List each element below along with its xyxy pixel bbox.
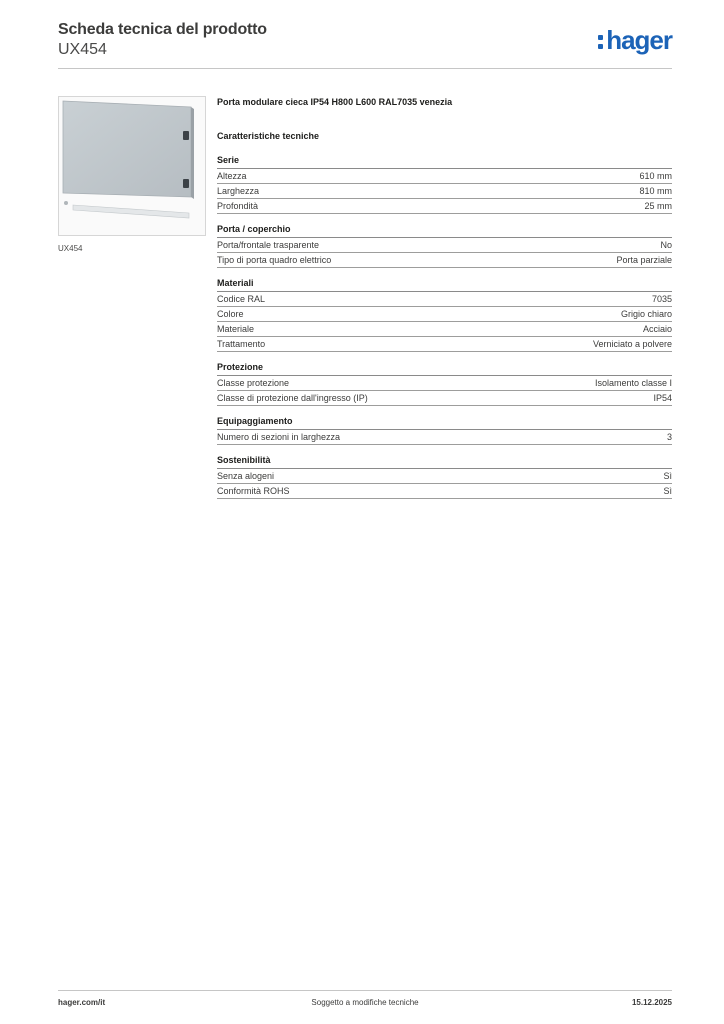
product-name: Porta modulare cieca IP54 H800 L600 RAL7035 venezia xyxy=(217,97,453,107)
spec-label: Senza alogeni xyxy=(217,471,275,481)
spec-row xyxy=(217,376,672,391)
spec-label: Classe di protezione dall'ingresso (IP) xyxy=(217,393,368,403)
spec-row xyxy=(217,322,672,337)
website-link[interactable]: hager.com/it xyxy=(58,998,106,1007)
group-title: Equipaggiamento xyxy=(217,415,672,430)
spec-row xyxy=(217,430,672,445)
spec-value: Porta parziale xyxy=(616,255,672,265)
group-title: Porta / coperchio xyxy=(217,223,672,238)
logo-text: hager xyxy=(606,25,672,55)
spec-row xyxy=(217,253,672,268)
header-divider xyxy=(58,68,672,69)
document-title: Scheda tecnica del prodotto xyxy=(58,21,267,38)
image-caption: UX454 xyxy=(58,244,83,253)
spec-row xyxy=(217,292,672,307)
spec-value: Sì xyxy=(663,471,672,481)
spec-value: IP54 xyxy=(653,393,672,403)
spec-row xyxy=(217,469,672,484)
group-title: Protezione xyxy=(217,361,672,376)
spec-row xyxy=(217,169,672,184)
spec-value: 25 mm xyxy=(644,201,672,211)
group-materiali xyxy=(217,277,672,352)
spec-value: Isolamento classe I xyxy=(594,378,672,388)
spec-value: Grigio chiaro xyxy=(620,309,672,319)
group-equipaggiamento xyxy=(217,415,672,445)
group-title: Materiali xyxy=(217,277,672,292)
spec-row xyxy=(217,307,672,322)
spec-label: Conformità ROHS xyxy=(217,486,290,496)
spec-label: Trattamento xyxy=(217,339,266,349)
group-protezione xyxy=(217,361,672,406)
hager-logo[interactable] xyxy=(598,26,672,54)
spec-label: Numero di sezioni in larghezza xyxy=(217,432,341,442)
spec-label: Larghezza xyxy=(217,186,260,196)
spec-row xyxy=(217,391,672,406)
group-serie xyxy=(217,154,672,214)
spec-label: Classe protezione xyxy=(217,378,290,388)
spec-label: Profondità xyxy=(217,201,259,211)
spec-value: 7035 xyxy=(651,294,672,304)
spec-value: 610 mm xyxy=(639,171,672,181)
specifications xyxy=(217,96,672,508)
spec-value: Sì xyxy=(663,486,672,496)
spec-row xyxy=(217,184,672,199)
footer-note: Soggetto a modifiche tecniche xyxy=(311,998,419,1007)
footer-divider xyxy=(58,990,672,991)
spec-value: Verniciato a polvere xyxy=(592,339,672,349)
group-title: Serie xyxy=(217,154,672,169)
door-panel-illustration xyxy=(59,97,205,235)
section-title: Caratteristiche tecniche xyxy=(217,131,320,141)
group-sostenibilita xyxy=(217,454,672,499)
page-header xyxy=(58,20,672,59)
spec-row xyxy=(217,199,672,214)
spec-value: Acciaio xyxy=(642,324,672,334)
product-code: UX454 xyxy=(58,41,107,58)
spec-label: Tipo di porta quadro elettrico xyxy=(217,255,332,265)
spec-value: 810 mm xyxy=(639,186,672,196)
spec-row xyxy=(217,238,672,253)
spec-label: Materiale xyxy=(217,324,255,334)
spec-label: Codice RAL xyxy=(217,294,266,304)
spec-row xyxy=(217,484,672,499)
product-image xyxy=(58,96,206,236)
group-porta-coperchio xyxy=(217,223,672,268)
spec-value: 3 xyxy=(666,432,672,442)
logo-colon-icon xyxy=(598,33,604,51)
group-title: Sostenibilità xyxy=(217,454,672,469)
spec-label: Altezza xyxy=(217,171,247,181)
spec-label: Colore xyxy=(217,309,244,319)
spec-row xyxy=(217,337,672,352)
footer-date: 15.12.2025 xyxy=(631,998,672,1007)
spec-value: No xyxy=(660,240,672,250)
spec-label: Porta/frontale trasparente xyxy=(217,240,320,250)
